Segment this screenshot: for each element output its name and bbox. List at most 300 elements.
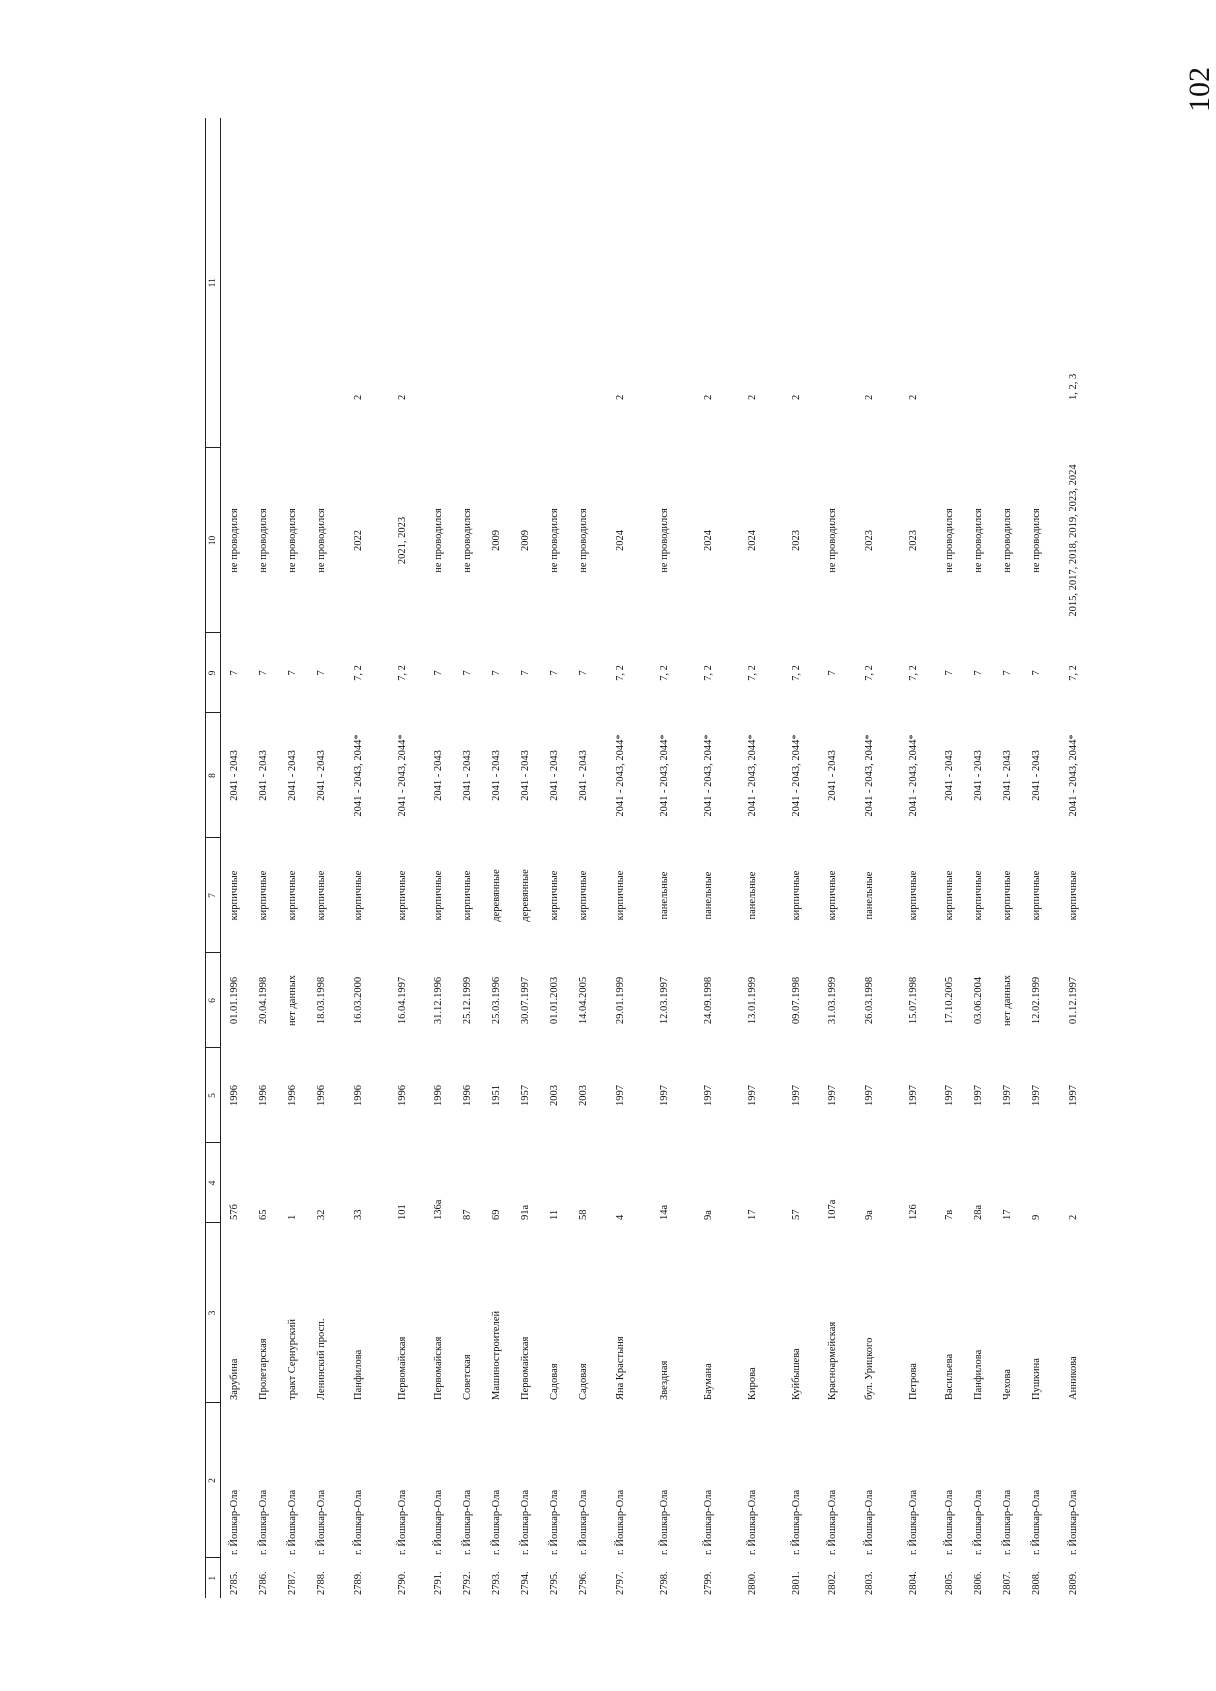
note-cell [570, 118, 599, 448]
year-cell: 1997 [658, 1085, 670, 1106]
table-row [1023, 118, 1052, 1598]
works-cell: 7 [520, 670, 532, 676]
repair-period-cell: 2041 - 2043, 2044* [658, 734, 670, 817]
repair-period-cell: 2041 - 2043 [491, 750, 503, 801]
works-cell: 7, 2 [658, 665, 670, 681]
city-cell: г. Йошкар-Ола [520, 1489, 532, 1555]
wall-material-cell: кирпичные [433, 870, 445, 921]
note-cell: 1, 2, 3 [1067, 373, 1079, 400]
year-cell: 2003 [578, 1085, 590, 1106]
house-number-cell: 91а [520, 1204, 532, 1220]
wall-material-cell: деревянные [520, 869, 532, 922]
city-cell: г. Йошкар-Ола [907, 1489, 919, 1555]
house-number-cell: 1 [287, 1214, 299, 1220]
table-row [936, 118, 965, 1598]
table-row [308, 118, 337, 1598]
repair-period-cell: 2041 - 2043 [520, 750, 532, 801]
repair-period-cell: 2041 - 2043 [229, 750, 241, 801]
repair-period-cell: 2041 - 2043 [433, 750, 445, 801]
year-cell: 1997 [1067, 1085, 1079, 1106]
year-cell: 1997 [746, 1085, 758, 1106]
survey-years-cell: не проводился [1002, 508, 1014, 573]
city-cell: г. Йошкар-Ола [433, 1489, 445, 1555]
works-cell: 7 [973, 670, 985, 676]
repair-period-cell: 2041 - 2043, 2044* [790, 734, 802, 817]
city-cell: г. Йошкар-Ола [790, 1489, 802, 1555]
row-number: 2799. [702, 1571, 714, 1595]
survey-years-cell: не проводился [433, 508, 445, 573]
column-number-3: 3 [206, 1223, 221, 1403]
repair-period-cell: 2041 - 2043, 2044* [863, 734, 875, 817]
house-number-cell: 57б [229, 1204, 241, 1220]
street-cell: Садовая [549, 1363, 561, 1400]
survey-years-cell: 2009 [491, 530, 503, 551]
wall-material-cell: кирпичные [316, 870, 328, 921]
city-cell: г. Йошкар-Ола [396, 1489, 408, 1555]
house-number-cell: 2 [1067, 1214, 1079, 1220]
wall-material-cell: кирпичные [549, 870, 561, 921]
repair-period-cell: 2041 - 2043 [1002, 750, 1014, 801]
table-row [892, 118, 936, 1598]
repair-period-cell: 2041 - 2043 [1031, 750, 1043, 801]
year-cell: 1951 [491, 1085, 503, 1106]
city-cell: г. Йошкар-Ола [549, 1489, 561, 1555]
row-number: 2801. [790, 1571, 802, 1595]
date-cell: 31.12.1996 [433, 976, 445, 1025]
wall-material-cell: кирпичные [352, 870, 364, 921]
row-number: 2789. [352, 1571, 364, 1595]
note-cell [308, 118, 337, 448]
date-cell: 12.02.1999 [1031, 976, 1043, 1025]
street-cell: Петрова [907, 1363, 919, 1400]
city-cell: г. Йошкар-Ола [827, 1489, 839, 1555]
survey-years-cell: не проводился [316, 508, 328, 573]
survey-years-cell: не проводился [462, 508, 474, 573]
works-cell: 7, 2 [1067, 665, 1079, 681]
street-cell: Панфилова [352, 1349, 364, 1400]
city-cell: г. Йошкар-Ола [578, 1489, 590, 1555]
works-cell: 7 [258, 670, 270, 676]
wall-material-cell: панельные [658, 871, 670, 920]
wall-material-cell: кирпичные [944, 870, 956, 921]
row-number: 2794. [520, 1571, 532, 1595]
date-cell: 01.12.1997 [1067, 976, 1079, 1025]
city-cell: г. Йошкар-Ола [746, 1489, 758, 1555]
year-cell: 1996 [258, 1085, 270, 1106]
year-cell: 1997 [614, 1085, 626, 1106]
table-row [570, 118, 599, 1598]
date-cell: нет данных [1002, 974, 1014, 1027]
repair-period-cell: 2041 - 2043 [462, 750, 474, 801]
house-number-cell: 101 [396, 1204, 408, 1220]
row-number: 2803. [863, 1571, 875, 1595]
city-cell: г. Йошкар-Ола [658, 1489, 670, 1555]
survey-years-cell: 2023 [863, 530, 875, 551]
street-cell: Ленинский просп. [316, 1318, 328, 1400]
street-cell: Куйбышева [790, 1348, 802, 1400]
wall-material-cell: кирпичные [578, 870, 590, 921]
city-cell: г. Йошкар-Ола [316, 1489, 328, 1555]
year-cell: 1996 [396, 1085, 408, 1106]
wall-material-cell: деревянные [491, 869, 503, 922]
row-number: 2804. [907, 1571, 919, 1595]
date-cell: 25.12.1999 [462, 976, 474, 1025]
date-cell: 20.04.1998 [258, 976, 270, 1025]
note-cell: 2 [702, 394, 714, 400]
works-cell: 7 [1002, 670, 1014, 676]
table-row [775, 118, 819, 1598]
house-number-cell: 9а [702, 1210, 714, 1220]
city-cell: г. Йошкар-Ола [287, 1489, 299, 1555]
row-number: 2802. [827, 1571, 839, 1595]
city-cell: г. Йошкар-Ола [352, 1489, 364, 1555]
works-cell: 7 [549, 670, 561, 676]
repair-period-cell: 2041 - 2043, 2044* [1067, 734, 1079, 817]
wall-material-cell: кирпичные [229, 870, 241, 921]
note-cell [454, 118, 483, 448]
year-cell: 1997 [827, 1085, 839, 1106]
row-number: 2808. [1031, 1571, 1043, 1595]
street-cell: тракт Сернурский [287, 1319, 299, 1400]
row-number: 2796. [578, 1571, 590, 1595]
note-cell [819, 118, 848, 448]
date-cell: 03.06.2004 [973, 976, 985, 1025]
street-cell: Анникова [1067, 1356, 1079, 1400]
row-number: 2788. [316, 1571, 328, 1595]
date-cell: 31.03.1999 [827, 976, 839, 1025]
survey-years-cell: не проводился [827, 508, 839, 573]
column-number-7: 7 [206, 838, 221, 953]
column-number-6: 6 [206, 953, 221, 1048]
street-cell: Баумана [702, 1363, 714, 1400]
wall-material-cell: кирпичные [287, 870, 299, 921]
street-cell: Пушкина [1031, 1358, 1043, 1400]
works-cell: 7 [433, 670, 445, 676]
house-number-cell: 32 [316, 1209, 328, 1220]
works-cell: 7, 2 [396, 665, 408, 681]
row-number: 2787. [287, 1571, 299, 1595]
wall-material-cell: кирпичные [462, 870, 474, 921]
survey-years-cell: не проводился [229, 508, 241, 573]
note-cell: 2 [352, 394, 364, 400]
date-cell: 30.07.1997 [520, 976, 532, 1025]
repair-period-cell: 2041 - 2043, 2044* [702, 734, 714, 817]
works-cell: 7, 2 [352, 665, 364, 681]
note-cell [483, 118, 512, 448]
column-number-2: 2 [206, 1403, 221, 1558]
city-cell: г. Йошкар-Ола [1031, 1489, 1043, 1555]
year-cell: 1997 [702, 1085, 714, 1106]
date-cell: 17.10.2005 [944, 976, 956, 1025]
house-number-cell: 69 [491, 1209, 503, 1220]
survey-years-cell: не проводился [658, 508, 670, 573]
date-cell: 26.03.1998 [863, 976, 875, 1025]
street-cell: Зарубина [229, 1358, 241, 1400]
house-number-cell: 9 [1031, 1214, 1043, 1220]
column-number-row [206, 118, 221, 1598]
row-number: 2800. [746, 1571, 758, 1595]
date-cell: 09.07.1998 [790, 976, 802, 1025]
table-row [848, 118, 892, 1598]
repair-period-cell: 2041 - 2043, 2044* [396, 734, 408, 817]
wall-material-cell: кирпичные [258, 870, 270, 921]
wall-material-cell: кирпичные [1031, 870, 1043, 921]
note-cell [250, 118, 279, 448]
row-number: 2792. [462, 1571, 474, 1595]
column-number-1: 1 [206, 1558, 221, 1598]
works-cell: 7 [827, 670, 839, 676]
house-number-cell: 14а [658, 1204, 670, 1220]
survey-years-cell: не проводился [578, 508, 590, 573]
works-cell: 7, 2 [863, 665, 875, 681]
house-number-cell: 28а [973, 1204, 985, 1220]
works-cell: 7 [316, 670, 328, 676]
survey-years-cell: 2023 [790, 530, 802, 551]
survey-years-cell: 2024 [746, 530, 758, 551]
table-row [337, 118, 381, 1598]
street-cell: Пролетарская [258, 1338, 270, 1400]
wall-material-cell: кирпичные [1002, 870, 1014, 921]
note-cell [643, 118, 687, 448]
street-cell: Машиностроителей [491, 1310, 503, 1400]
note-cell [994, 118, 1023, 448]
repair-period-cell: 2041 - 2043 [549, 750, 561, 801]
row-number: 2798. [658, 1571, 670, 1595]
year-cell: 1996 [287, 1085, 299, 1106]
table-row [425, 118, 454, 1598]
year-cell: 1997 [863, 1085, 875, 1106]
column-number-10: 10 [206, 448, 221, 633]
street-cell: Красноармейская [827, 1321, 839, 1400]
works-cell: 7, 2 [790, 665, 802, 681]
survey-years-cell: 2024 [614, 530, 626, 551]
repair-period-cell: 2041 - 2043 [316, 750, 328, 801]
note-cell [425, 118, 454, 448]
date-cell: 12.03.1997 [658, 976, 670, 1025]
wall-material-cell: панельные [746, 871, 758, 920]
wall-material-cell: кирпичные [973, 870, 985, 921]
street-cell: Васильева [944, 1353, 956, 1400]
year-cell: 1997 [1031, 1085, 1043, 1106]
column-number-9: 9 [206, 633, 221, 713]
wall-material-cell: кирпичные [907, 870, 919, 921]
note-cell [279, 118, 308, 448]
date-cell: 16.04.1997 [396, 976, 408, 1025]
survey-years-cell: не проводился [549, 508, 561, 573]
date-cell: 13.01.1999 [746, 976, 758, 1025]
table-row [250, 118, 279, 1598]
street-cell: Чехова [1002, 1369, 1014, 1400]
house-number-cell: 87 [462, 1209, 474, 1220]
page-number: 102 [1183, 67, 1216, 112]
house-number-cell: 136а [433, 1199, 445, 1220]
date-cell: 29.01.1999 [614, 976, 626, 1025]
city-cell: г. Йошкар-Ола [702, 1489, 714, 1555]
survey-years-cell: не проводился [287, 508, 299, 573]
date-cell: 15.07.1998 [907, 976, 919, 1025]
house-number-cell: 17 [1002, 1209, 1014, 1220]
table-row [687, 118, 731, 1598]
survey-years-cell: 2022 [352, 530, 364, 551]
wall-material-cell: панельные [863, 871, 875, 920]
survey-years-cell: не проводился [258, 508, 270, 573]
note-cell [965, 118, 994, 448]
row-number: 2805. [944, 1571, 956, 1595]
repair-period-cell: 2041 - 2043 [258, 750, 270, 801]
row-number: 2797. [614, 1571, 626, 1595]
table-row [454, 118, 483, 1598]
column-number-8: 8 [206, 713, 221, 838]
house-number-cell: 58 [578, 1209, 590, 1220]
note-cell [936, 118, 965, 448]
survey-years-cell: 2021, 2023 [396, 516, 408, 565]
survey-years-cell: 2015, 2017, 2018, 2019, 2023, 2024 [1067, 464, 1079, 617]
table-row [221, 118, 251, 1598]
works-cell: 7 [944, 670, 956, 676]
table-row [994, 118, 1023, 1598]
repair-period-cell: 2041 - 2043 [944, 750, 956, 801]
street-cell: Первомайская [520, 1336, 532, 1400]
table-row [381, 118, 425, 1598]
table-row [541, 118, 570, 1598]
year-cell: 1997 [973, 1085, 985, 1106]
year-cell: 2003 [549, 1085, 561, 1106]
table-body [221, 118, 1097, 1598]
wall-material-cell: кирпичные [1067, 870, 1079, 921]
year-cell: 1996 [433, 1085, 445, 1106]
survey-years-cell: не проводился [973, 508, 985, 573]
house-number-cell: 126 [907, 1204, 919, 1220]
date-cell: 01.01.2003 [549, 976, 561, 1025]
house-number-cell: 17 [746, 1209, 758, 1220]
house-number-cell: 65 [258, 1209, 270, 1220]
date-cell: 24.09.1998 [702, 976, 714, 1025]
year-cell: 1996 [229, 1085, 241, 1106]
housing-register-table [205, 118, 1096, 1598]
street-cell: Панфилова [973, 1349, 985, 1400]
street-cell: Кирова [746, 1367, 758, 1400]
year-cell: 1997 [790, 1085, 802, 1106]
row-number: 2790. [396, 1571, 408, 1595]
table-row [819, 118, 848, 1598]
survey-years-cell: не проводился [944, 508, 956, 573]
house-number-cell: 33 [352, 1209, 364, 1220]
city-cell: г. Йошкар-Ола [491, 1489, 503, 1555]
city-cell: г. Йошкар-Ола [944, 1489, 956, 1555]
city-cell: г. Йошкар-Ола [229, 1489, 241, 1555]
table-row [599, 118, 643, 1598]
works-cell: 7 [229, 670, 241, 676]
repair-period-cell: 2041 - 2043 [578, 750, 590, 801]
street-cell: Звездная [658, 1360, 670, 1400]
wall-material-cell: кирпичные [396, 870, 408, 921]
row-number: 2785. [229, 1571, 241, 1595]
works-cell: 7 [578, 670, 590, 676]
street-cell: Садовая [578, 1363, 590, 1400]
wall-material-cell: кирпичные [614, 870, 626, 921]
row-number: 2809. [1067, 1571, 1079, 1595]
works-cell: 7, 2 [907, 665, 919, 681]
note-cell: 2 [790, 394, 802, 400]
note-cell: 2 [614, 394, 626, 400]
house-number-cell: 57 [790, 1209, 802, 1220]
repair-period-cell: 2041 - 2043, 2044* [614, 734, 626, 817]
city-cell: г. Йошкар-Ола [462, 1489, 474, 1555]
city-cell: г. Йошкар-Ола [1067, 1489, 1079, 1555]
table-row [643, 118, 687, 1598]
row-number: 2786. [258, 1571, 270, 1595]
house-number-cell: 7в [944, 1209, 956, 1220]
works-cell: 7 [287, 670, 299, 676]
note-cell [512, 118, 541, 448]
row-number: 2793. [491, 1571, 503, 1595]
column-number-4: 4 [206, 1143, 221, 1223]
repair-period-cell: 2041 - 2043, 2044* [746, 734, 758, 817]
street-cell: Первомайская [433, 1336, 445, 1400]
note-cell: 2 [746, 394, 758, 400]
note-cell [541, 118, 570, 448]
survey-years-cell: не проводился [1031, 508, 1043, 573]
column-number-11: 11 [206, 118, 221, 448]
house-number-cell: 107а [827, 1199, 839, 1220]
year-cell: 1996 [352, 1085, 364, 1106]
street-cell: Первомайская [396, 1336, 408, 1400]
street-cell: бул. Урицкого [863, 1337, 875, 1400]
row-number: 2791. [433, 1571, 445, 1595]
city-cell: г. Йошкар-Ола [1002, 1489, 1014, 1555]
survey-years-cell: 2023 [907, 530, 919, 551]
date-cell: 01.01.1996 [229, 976, 241, 1025]
city-cell: г. Йошкар-Ола [863, 1489, 875, 1555]
note-cell [221, 118, 251, 448]
year-cell: 1957 [520, 1085, 532, 1106]
table-row [483, 118, 512, 1598]
row-number: 2807. [1002, 1571, 1014, 1595]
table-row [731, 118, 775, 1598]
column-number-5: 5 [206, 1048, 221, 1143]
row-number: 2806. [973, 1571, 985, 1595]
repair-period-cell: 2041 - 2043 [287, 750, 299, 801]
year-cell: 1996 [316, 1085, 328, 1106]
wall-material-cell: кирпичные [790, 870, 802, 921]
survey-years-cell: 2024 [702, 530, 714, 551]
year-cell: 1996 [462, 1085, 474, 1106]
table-row [965, 118, 994, 1598]
works-cell: 7, 2 [746, 665, 758, 681]
city-cell: г. Йошкар-Ола [614, 1489, 626, 1555]
note-cell: 2 [907, 394, 919, 400]
works-cell: 7 [1031, 670, 1043, 676]
rotated-table-container [205, 118, 1079, 1598]
date-cell: нет данных [287, 974, 299, 1027]
year-cell: 1997 [907, 1085, 919, 1106]
note-cell: 2 [863, 394, 875, 400]
date-cell: 18.03.1998 [316, 976, 328, 1025]
year-cell: 1997 [1002, 1085, 1014, 1106]
survey-years-cell: 2009 [520, 530, 532, 551]
note-cell: 2 [396, 394, 408, 400]
wall-material-cell: панельные [702, 871, 714, 920]
row-number: 2795. [549, 1571, 561, 1595]
repair-period-cell: 2041 - 2043, 2044* [352, 734, 364, 817]
year-cell: 1997 [944, 1085, 956, 1106]
date-cell: 14.04.2005 [578, 976, 590, 1025]
house-number-cell: 11 [549, 1209, 561, 1220]
city-cell: г. Йошкар-Ола [258, 1489, 270, 1555]
date-cell: 16.03.2000 [352, 976, 364, 1025]
note-cell [1023, 118, 1052, 448]
works-cell: 7, 2 [614, 665, 626, 681]
